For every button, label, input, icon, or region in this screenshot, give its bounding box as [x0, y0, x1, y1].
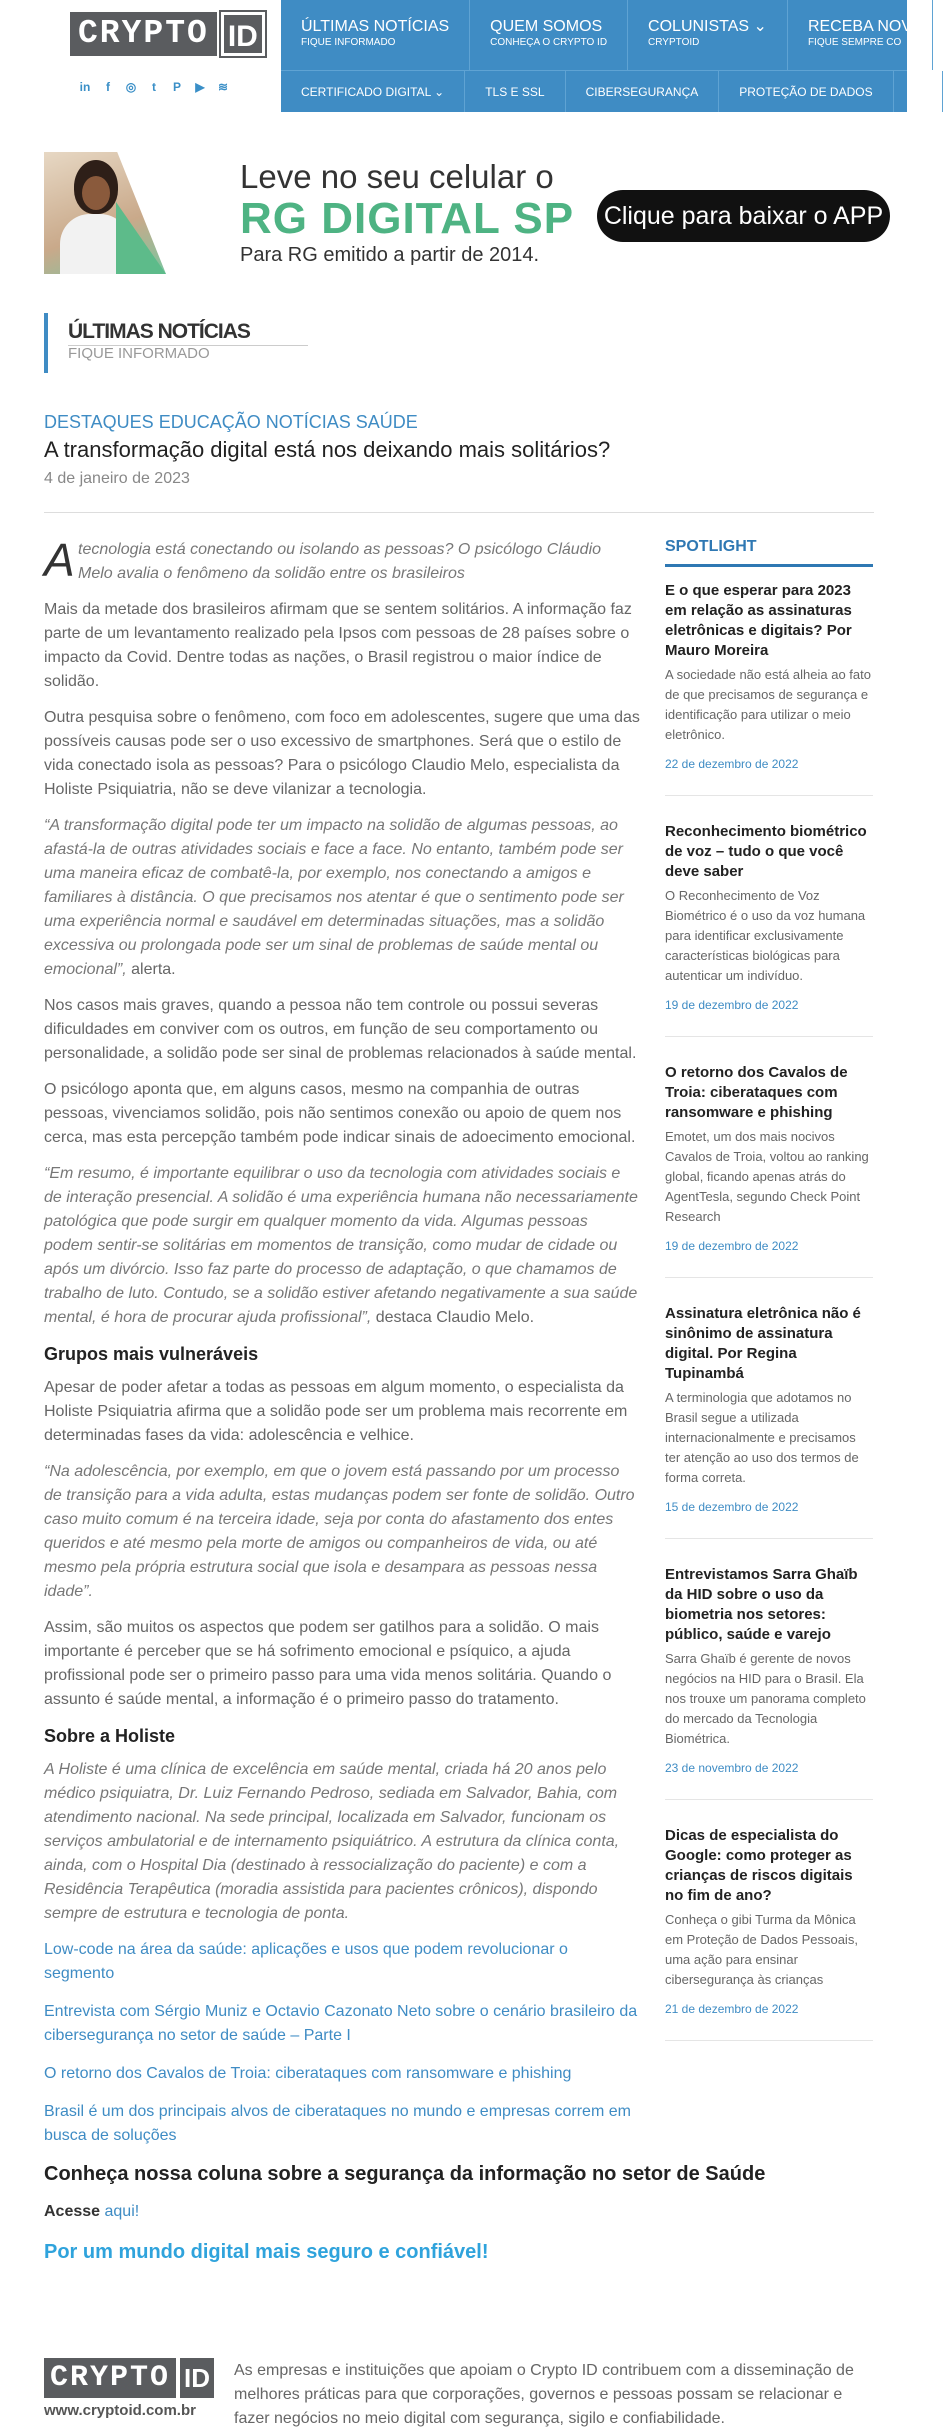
paragraph: Assim, são muitos os aspectos que podem ser gatilhos para a solidão. O mais importante é perceber que se há sofrimento emocional e psíquico, a ajuda profissional pode ser o primeiro passo para uma vida menos solitária. Quando o assunto é saúde mental, a informação é o primeiro passo do tratamento. [44, 1619, 612, 1708]
card-excerpt: O Reconhecimento de Voz Biométrico é o uso da voz humana para identificar exclusivamente características biológicas para autenticar um indivíduo. [665, 888, 866, 983]
post-title: A transformação digital está nos deixando mais solitários? [44, 437, 611, 462]
post-categories[interactable]: DESTAQUES EDUCAÇÃO NOTÍCIAS SAÚDE [44, 412, 418, 432]
nav-item-title: ÚLTIMAS NOTÍCIAS [301, 18, 450, 35]
drop-cap: A [44, 534, 75, 586]
footer-logo-word: CRYPTO [44, 2358, 176, 2398]
related-link[interactable]: Low-code na área da saúde: aplicações e usos que podem revolucionar o segmento [44, 1941, 568, 1982]
card-excerpt: Conheça o gibi Turma da Mônica em Proteção de Dados Pessoais, uma ação para ensinar cibersegurança às crianças [665, 1912, 858, 1987]
article-lead [44, 534, 640, 586]
nav-item-ultimas-noticias[interactable] [281, 0, 470, 70]
nav-item-subtitle: FIQUE INFORMADO [301, 37, 396, 48]
card-title[interactable]: O retorno dos Cavalos de Troia: ciberataques com ransomware e phishing [665, 1064, 848, 1121]
spotlight-card[interactable] [665, 822, 873, 1037]
card-excerpt: A sociedade não está alheia ao fato de que precisamos de segurança e identificação para utilizar o meio eletrônico. [665, 667, 871, 742]
related-link[interactable]: Brasil é um dos principais alvos de ciberataques no mundo e empresas correm em busca de soluções [44, 2103, 631, 2144]
related-link[interactable]: O retorno dos Cavalos de Troia: ciberataques com ransomware e phishing [44, 2065, 572, 2082]
banner-line1: Leve no seu celular o [240, 158, 554, 195]
footer-logo-mark [44, 2358, 224, 2398]
access-link[interactable]: aqui! [104, 2203, 140, 2220]
banner-line3: Para RG emitido a partir de 2014. [240, 244, 540, 266]
twitter-icon[interactable]: t [152, 80, 156, 94]
pinterest-icon[interactable]: P [172, 80, 181, 94]
header-logo-area [0, 0, 281, 112]
nav-item-title: RECEBA NOV [807, 18, 912, 35]
slogan: Por um mundo digital mais seguro e confiável! [44, 2241, 489, 2263]
section-subtitle: FIQUE INFORMADO [68, 345, 308, 362]
subheading-groups: Grupos mais vulneráveis [44, 1344, 259, 1364]
card-date: 19 de dezembro de 2022 [665, 998, 799, 1012]
card-date: 22 de dezembro de 2022 [665, 757, 799, 771]
footer-logo[interactable] [44, 2358, 224, 2429]
paragraph: Outra pesquisa sobre o fenômeno, com foco em adolescentes, sugere que uma das possíveis causas pode ser o uso excessivo de smartphones. Será que o estilo de vida conectado isola as pessoas? Para o psicólogo Claudio Melo, especialista da Holiste Psiquiatria, não se deve vilanizar a tecnologia. [44, 709, 640, 798]
nav-item-certificado-digital[interactable]: CERTIFICADO DIGITAL ⌄ [281, 71, 465, 112]
post-date: 4 de janeiro de 2023 [44, 470, 190, 487]
social-links [78, 80, 230, 94]
nav-item-title: QUEM SOMOS [490, 18, 603, 35]
banner-person-face [82, 176, 110, 210]
nav-item-title: COLUNISTAS ⌄ [648, 18, 767, 35]
main-nav [281, 0, 912, 70]
nav-item-more[interactable]: E [894, 71, 943, 112]
linkedin-icon[interactable]: in [79, 80, 91, 94]
spotlight-card[interactable] [665, 1063, 873, 1278]
logo-word: CRYPTO [70, 12, 217, 56]
footer-url: www.cryptoid.com.br [44, 2402, 196, 2419]
youtube-icon[interactable]: ▶ [195, 80, 205, 94]
facebook-icon[interactable]: f [106, 80, 110, 94]
card-date: 21 de dezembro de 2022 [665, 2002, 799, 2016]
section-title: ÚLTIMAS NOTÍCIAS [68, 320, 250, 343]
banner-accent-shape [116, 202, 166, 274]
banner-line2: RG DIGITAL SP [240, 194, 575, 243]
footer-text: As empresas e instituições que apoiam o Crypto ID contribuem com a disseminação de melhores práticas para que corporações, governos e pessoas possam se relacionar e fazer negócios no meio digital com segurança, sigilo e confiabilidade. [234, 2362, 854, 2427]
section-heading [44, 313, 364, 373]
logo-id: ID [221, 12, 265, 56]
banner-download-button[interactable]: Clique para baixar o APP [597, 190, 890, 242]
paragraph: Nos casos mais graves, quando a pessoa não tem controle ou possui severas dificuldades em conviver com os outros, em função de seu comportamento ou personalidade, a solidão pode ser sinal de problemas relacionados à saúde mental. [44, 997, 637, 1062]
banner-photo [44, 152, 166, 274]
card-excerpt: Sarra Ghaïb é gerente de novos negócios na HID para o Brasil. Ela nos trouxe um panorama completo do mercado da Tecnologia Biométrica. [665, 1651, 866, 1746]
quote-paragraph [44, 1162, 640, 1330]
spotlight-card[interactable] [665, 1565, 873, 1800]
card-title[interactable]: Dicas de especialista do Google: como proteger as crianças de riscos digitais no fim de ano? [665, 1827, 853, 1904]
card-title[interactable]: Entrevistamos Sarra Ghaïb da HID sobre o uso da biometria nos setores: público, saúde e varejo [665, 1566, 858, 1643]
quote-attribution: destaca Claudio Melo. [371, 1309, 535, 1326]
spotlight-heading: SPOTLIGHT [665, 538, 873, 567]
footer-logo-id: ID [180, 2358, 214, 2398]
card-date: 23 de novembro de 2022 [665, 1761, 799, 1775]
card-title[interactable]: Assinatura eletrônica não é sinônimo de assinatura digital. Por Regina Tupinambá [665, 1305, 861, 1382]
about-paragraph: A Holiste é uma clínica de excelência em saúde mental, criada há 20 anos pelo médico psiquiatra, Dr. Luiz Fernando Pedroso, sediada em Salvador, Bahia, com atendimento nacional. Na sede principal, localizada em Salvador, funcionam os serviços ambulatorial e de internamento psiquiátrico. A estrutura da clínica conta, ainda, com o Hospital Dia (destinado à ressocialização do paciente) e com a Residência Terapêutica (moradia assistida para pacientes crônicos), dispondo sempre de estrutura e tecnologia de ponta. [44, 1761, 620, 1922]
nav-item-subtitle: CRYPTOID [648, 37, 700, 48]
quote-paragraph: “Na adolescência, por exemplo, em que o jovem está passando por um processo de transição para a vida adulta, estas mudanças podem ser fonte de solidão. Outro caso muito comum é na terceira idade, seja por conta do afastamento dos entes queridos e até mesmo pela morte de amigos ou companheiros de vida, ou até mesmo pela própria estrutura social que isola e desampara as pessoas nessa idade”. [44, 1463, 635, 1600]
spotlight-sidebar [665, 538, 873, 2067]
paragraph: Apesar de poder afetar a todas as pessoas em algum momento, o especialista da Holiste Psiquiatria afirma que a solidão pode ser um problema mais recorrente em determinadas fases da vida: adolescência e velhice. [44, 1379, 628, 1444]
nav-item-protecao-dados[interactable]: PROTEÇÃO DE DADOS [719, 71, 893, 112]
nav-item-tls-ssl[interactable]: TLS E SSL [465, 71, 565, 112]
paragraph: Mais da metade dos brasileiros afirmam que se sentem solitários. A informação faz parte de um levantamento realizado pela Ipsos com pessoas de 28 países sobre o impacto da Covid. Dentre todas as nações, o Brasil registrou o maior índice de solidão. [44, 601, 632, 690]
spotlight-card[interactable] [665, 1304, 873, 1539]
card-title[interactable]: Reconhecimento biométrico de voz – tudo o que você deve saber [665, 823, 867, 880]
spotlight-card[interactable] [665, 581, 873, 796]
spotify-icon[interactable]: ≋ [217, 80, 229, 94]
card-date: 19 de dezembro de 2022 [665, 1239, 799, 1253]
quote-paragraph [44, 814, 640, 982]
lead-text: tecnologia está conectando ou isolando as pessoas? O psicólogo Cláudio Melo avalia o fenômeno da solidão entre os brasileiros [78, 541, 602, 582]
access-line [44, 2200, 640, 2224]
nav-item-ciberseguranca[interactable]: CIBERSEGURANÇA [566, 71, 720, 112]
quote-text: “A transformação digital pode ter um impacto na solidão de algumas pessoas, ao afastá-la de outras atividades sociais e face a face. No entanto, também pode ser uma maneira eficaz de combatê-la, por exemplo, nos conectando a amigos e familiares à distância. O que precisamos nos atentar é que o sentimento pode ser uma experiência normal e saudável em determinadas situações, mas a solidão excessiva ou prolongada pode ser um sinal de problemas de saúde mental ou emocional”, [44, 817, 624, 978]
card-excerpt: Emotet, um dos mais nocivos Cavalos de Troia, voltou ao ranking global, ficando apenas atrás do AgentTesla, segundo Check Point Research [665, 1129, 869, 1224]
divider [44, 512, 874, 513]
nav-item-receba[interactable] [788, 0, 933, 70]
card-title[interactable]: E o que esperar para 2023 em relação as assinaturas eletrônicas e digitais? Por Mauro Moreira [665, 582, 852, 659]
category-nav [281, 70, 922, 112]
column-heading: Conheça nossa coluna sobre a segurança da informação no setor de Saúde [44, 2163, 766, 2185]
nav-item-colunistas[interactable] [628, 0, 788, 70]
card-excerpt: A terminologia que adotamos no Brasil segue a utilizada internacionalmente e precisamos ter atenção ao uso dos termos de forma correta. [665, 1390, 859, 1485]
rg-digital-banner[interactable] [44, 152, 892, 274]
card-date: 15 de dezembro de 2022 [665, 1500, 799, 1514]
quote-text: “Em resumo, é importante equilibrar o uso da tecnologia com atividades sociais e de interação presencial. A solidão é uma experiência humana não necessariamente patológica que pode surgir em qualquer momento da vida. Algumas pessoas podem sentir-se solitárias em momentos de transição, como mudar de cidade ou após um divórcio. Isso faz parte do processo de adaptação, o que chamamos de trabalho de luto. Contudo, se a solidão estiver afetando negativamente a sua saúde mental, é hora de procurar ajuda profissional”, [44, 1165, 638, 1326]
nav-item-subtitle: CONHEÇA O CRYPTO ID [490, 37, 608, 48]
nav-item-subtitle: FIQUE SEMPRE CO [807, 37, 902, 48]
nav-item-quem-somos[interactable] [470, 0, 628, 70]
quote-attribution: alerta. [126, 961, 176, 978]
access-label: Acesse [44, 2203, 101, 2220]
related-link[interactable]: Entrevista com Sérgio Muniz e Octavio Cazonato Neto sobre o cenário brasileiro da cibersegurança no setor de saúde – Parte I [44, 2003, 638, 2044]
site-logo[interactable] [70, 12, 258, 56]
instagram-icon[interactable]: ◎ [125, 80, 137, 94]
paragraph: O psicólogo aponta que, em alguns casos, mesmo na companhia de outras pessoas, vivenciamos solidão, pois não sentimos conexão ou apoio de quem nos cerca, mas esta percepção também pode indicar sinais de adoecimento emocional. [44, 1081, 636, 1146]
subheading-about: Sobre a Holiste [44, 1726, 176, 1746]
spotlight-card[interactable] [665, 1826, 873, 2041]
